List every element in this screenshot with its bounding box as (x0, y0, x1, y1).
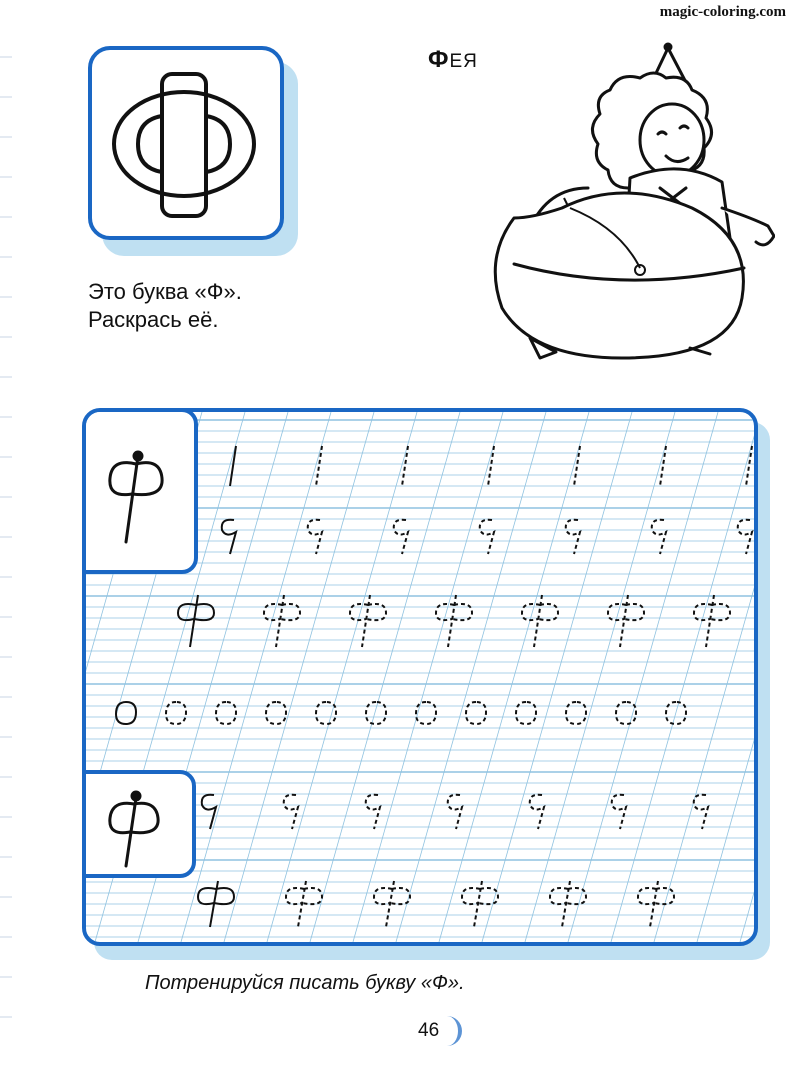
tracing-letter[interactable] (216, 702, 236, 724)
tracing-letter[interactable] (694, 595, 730, 647)
word-rest: ЕЯ (449, 51, 478, 72)
tracing-letter[interactable] (230, 446, 236, 486)
tracing-letter[interactable] (480, 520, 494, 554)
tracing-letter[interactable] (566, 520, 580, 554)
word-first-letter: Ф (428, 46, 450, 73)
tracing-letter[interactable] (746, 446, 752, 486)
tracing-letter[interactable] (350, 595, 386, 647)
tracing-letter[interactable] (612, 795, 626, 829)
tracing-letter[interactable] (316, 446, 322, 486)
tracing-letter[interactable] (616, 702, 636, 724)
tracing-letter[interactable] (198, 881, 234, 927)
tracing-letter[interactable] (566, 702, 586, 724)
tracing-letter[interactable] (666, 702, 686, 724)
site-watermark: magic-coloring.com (659, 4, 786, 20)
tracing-letter[interactable] (264, 595, 300, 647)
tracing-letter[interactable] (308, 520, 322, 554)
tracing-letter[interactable] (116, 702, 136, 724)
tracing-letter[interactable] (394, 520, 408, 554)
intro-line-1: Это буква «Ф». (88, 279, 242, 304)
tracing-letters[interactable] (86, 412, 754, 942)
tracing-letter[interactable] (266, 702, 286, 724)
fairy-illustration[interactable] (490, 38, 775, 378)
tracing-letter[interactable] (402, 446, 408, 486)
tracing-letter[interactable] (488, 446, 494, 486)
tracing-letter[interactable] (466, 702, 486, 724)
tracing-letter[interactable] (178, 595, 214, 647)
tracing-letter[interactable] (374, 881, 410, 927)
tracing-letter[interactable] (738, 520, 752, 554)
tracing-letter[interactable] (522, 595, 558, 647)
tracing-letter[interactable] (530, 795, 544, 829)
tracing-letter[interactable] (202, 795, 216, 829)
intro-line-2: Раскрась её. (88, 307, 219, 332)
tracing-letter[interactable] (286, 881, 322, 927)
margin-dots (0, 20, 12, 1020)
tracing-letter[interactable] (694, 795, 708, 829)
tracing-letter[interactable] (608, 595, 644, 647)
letter-box (88, 46, 284, 240)
tracing-letter[interactable] (550, 881, 586, 927)
intro-text (88, 278, 242, 334)
practice-panel (82, 408, 758, 946)
tracing-letter[interactable] (652, 520, 666, 554)
outline-letter-ef[interactable] (92, 50, 280, 236)
tracing-letter[interactable] (462, 881, 498, 927)
tracing-letter[interactable] (366, 795, 380, 829)
tracing-letter[interactable] (222, 520, 236, 554)
tracing-letter[interactable] (660, 446, 666, 486)
word-title (428, 46, 478, 74)
tracing-letter[interactable] (166, 702, 186, 724)
tracing-letter[interactable] (416, 702, 436, 724)
tracing-letter[interactable] (516, 702, 536, 724)
tracing-letter[interactable] (284, 795, 298, 829)
tracing-letter[interactable] (574, 446, 580, 486)
tracing-letter[interactable] (638, 881, 674, 927)
page-number: 46 (418, 1020, 440, 1041)
tracing-letter[interactable] (448, 795, 462, 829)
instruction-caption: Потренируйся писать букву «Ф». (145, 972, 465, 994)
tracing-letter[interactable] (436, 595, 472, 647)
tracing-letter[interactable] (366, 702, 386, 724)
tracing-letter[interactable] (316, 702, 336, 724)
page-number-arc (436, 1016, 462, 1046)
